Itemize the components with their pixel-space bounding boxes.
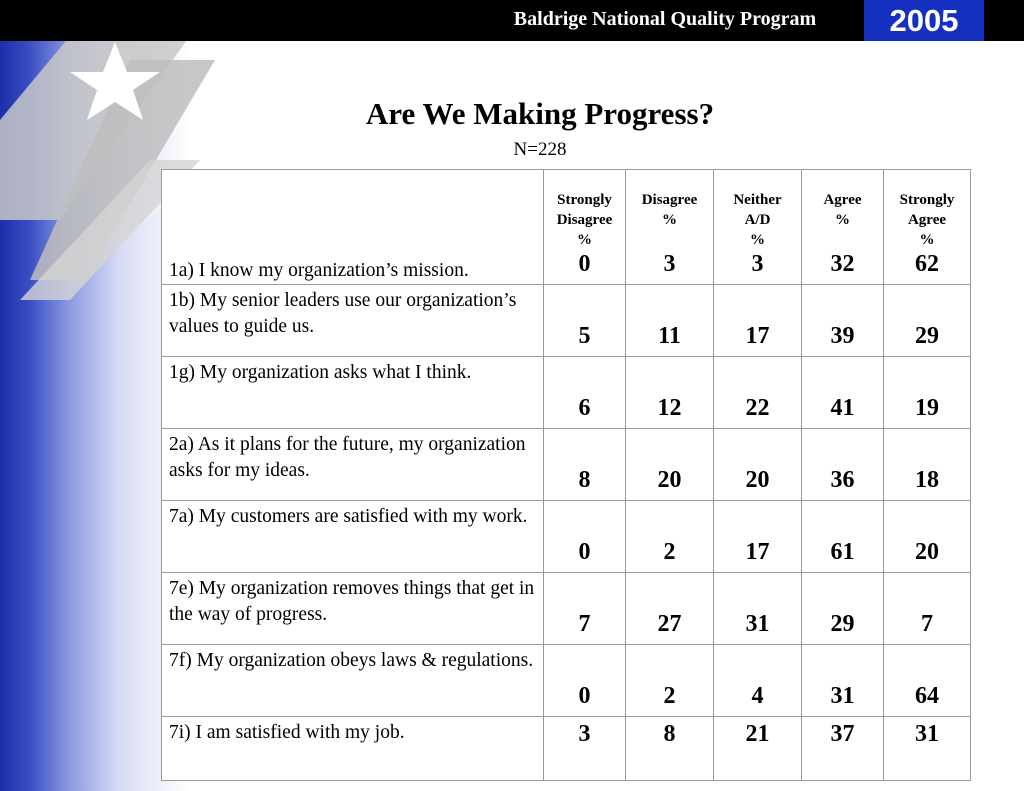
value-cell: 5 [544,285,626,357]
value-cell: Strongly Agree % 62 [884,170,971,285]
statement-cell: 1g) My organization asks what I think. [162,357,544,429]
value-cell: 3 [544,717,626,781]
value-cell: 41 [802,357,884,429]
value-cell: Strongly Disagree % 0 [544,170,626,285]
value-cell: 7 [544,573,626,645]
statement-cell: 7e) My organization removes things that get in the way of progress. [162,573,544,645]
value-cell: 7 [884,573,971,645]
table-row [162,357,971,429]
value-cell: 36 [802,429,884,501]
column-header: Agree % [823,192,862,228]
column-header: Strongly Agree % [899,192,955,248]
column-header: Neither A/D % [733,192,782,248]
value-cell: 29 [884,285,971,357]
value-cell: Disagree % 3 [626,170,714,285]
table-row [162,429,971,501]
value-cell: Agree % 32 [802,170,884,285]
table-row [162,717,971,781]
value-cell: 6 [544,357,626,429]
value-cell: 8 [544,429,626,501]
value-cell: 21 [714,717,802,781]
value-cell: 0 [544,501,626,573]
value-cell: 64 [884,645,971,717]
statement-cell: 1a) I know my organization’s mission. [162,170,544,285]
value-cell: 0 [544,645,626,717]
value-cell: 19 [884,357,971,429]
column-header: Disagree % [641,192,698,228]
survey-table [161,169,971,781]
table-row [162,645,971,717]
value-cell: 17 [714,285,802,357]
statement-cell: 2a) As it plans for the future, my organization asks for my ideas. [162,429,544,501]
value-cell: 20 [626,429,714,501]
statement-cell: 7f) My organization obeys laws & regulations. [162,645,544,717]
statement-cell: 7a) My customers are satisfied with my work. [162,501,544,573]
column-header: Strongly Disagree % [556,192,613,248]
value-cell: 8 [626,717,714,781]
value-cell: 22 [714,357,802,429]
value-cell: 20 [884,501,971,573]
value-cell: 37 [802,717,884,781]
value-cell: 31 [802,645,884,717]
year-badge [864,0,984,41]
value-cell: 17 [714,501,802,573]
value-cell: 12 [626,357,714,429]
sample-size: N=228 [513,139,567,160]
value-cell: 18 [884,429,971,501]
value-cell: Neither A/D % 3 [714,170,802,285]
table-row [162,501,971,573]
value-cell: 2 [626,645,714,717]
table-row [162,573,971,645]
value-cell: 29 [802,573,884,645]
year-text: 2005 [889,3,959,38]
value-cell: 39 [802,285,884,357]
table-row [162,285,971,357]
value-cell: 27 [626,573,714,645]
statement-cell: 1b) My senior leaders use our organization’s values to guide us. [162,285,544,357]
value-cell: 61 [802,501,884,573]
value-cell: 31 [884,717,971,781]
org-title: Baldrige National Quality Program [513,8,817,30]
top-bar [0,0,1024,41]
page-title: Are We Making Progress? [365,96,715,131]
value-cell: 31 [714,573,802,645]
statement-cell: 7i) I am satisfied with my job. [162,717,544,781]
value-cell: 2 [626,501,714,573]
value-cell: 20 [714,429,802,501]
table-row [162,170,971,285]
value-cell: 11 [626,285,714,357]
value-cell: 4 [714,645,802,717]
